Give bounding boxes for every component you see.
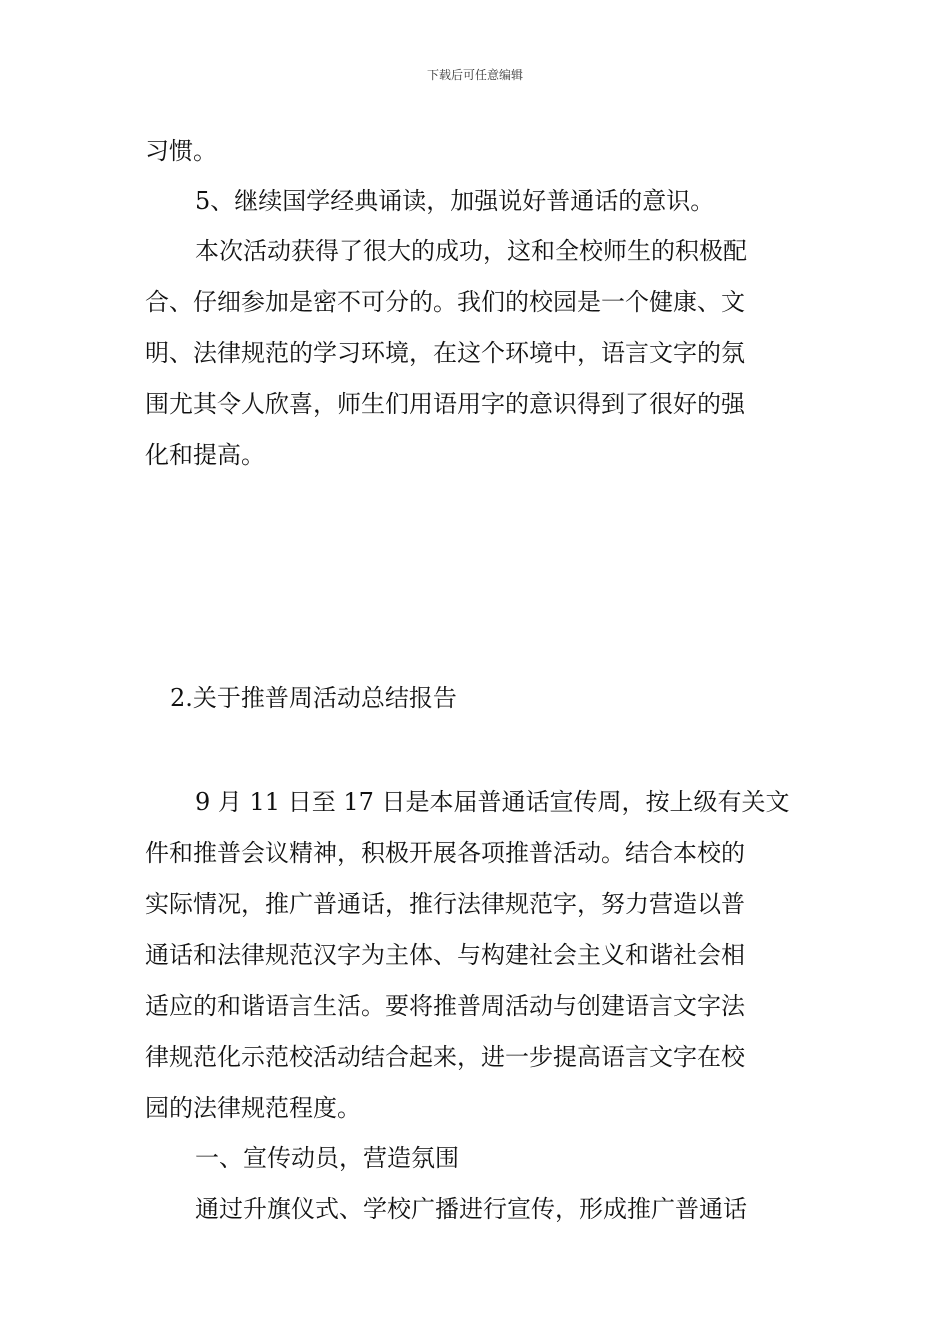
page-header: 下载后可任意编辑 (426, 68, 523, 82)
paragraph-line: 围尤其令人欣喜，师生们用语用字的意识得到了很好的强 (145, 390, 745, 418)
paragraph-line: 通话和法律规范汉字为主体、与构建社会主义和谐社会相 (145, 941, 745, 969)
paragraph-line: 律规范化示范校活动结合起来，进一步提高语言文字在校 (145, 1043, 745, 1071)
paragraph-line: 本次活动获得了很大的成功，这和全校师生的积极配 (195, 237, 747, 265)
paragraph-line: 适应的和谐语言生活。要将推普周活动与创建语言文字法 (145, 992, 745, 1020)
paragraph-line: 合、仔细参加是密不可分的。我们的校园是一个健康、文 (145, 288, 745, 316)
paragraph-line: 实际情况，推广普通话，推行法律规范字，努力营造以普 (145, 890, 745, 918)
list-item-5: 5、继续国学经典诵读，加强说好普通话的意识。 (195, 187, 715, 215)
paragraph-line: 9 月 11 日至 17 日是本届普通话宣传周，按上级有关文 (195, 788, 790, 816)
paragraph-line: 园的法律规范程度。 (145, 1094, 361, 1122)
section-title: 2.关于推普周活动总结报告 (170, 684, 457, 712)
subheading: 一、宣传动员，营造氛围 (195, 1144, 459, 1172)
body-text-line: 习惯。 (145, 137, 217, 165)
paragraph-line: 化和提高。 (145, 441, 265, 469)
paragraph-line: 通过升旗仪式、学校广播进行宣传，形成推广普通话 (195, 1195, 747, 1223)
paragraph-line: 明、法律规范的学习环境，在这个环境中，语言文字的氛 (145, 339, 745, 367)
paragraph-line: 件和推普会议精神，积极开展各项推普活动。结合本校的 (145, 839, 745, 867)
